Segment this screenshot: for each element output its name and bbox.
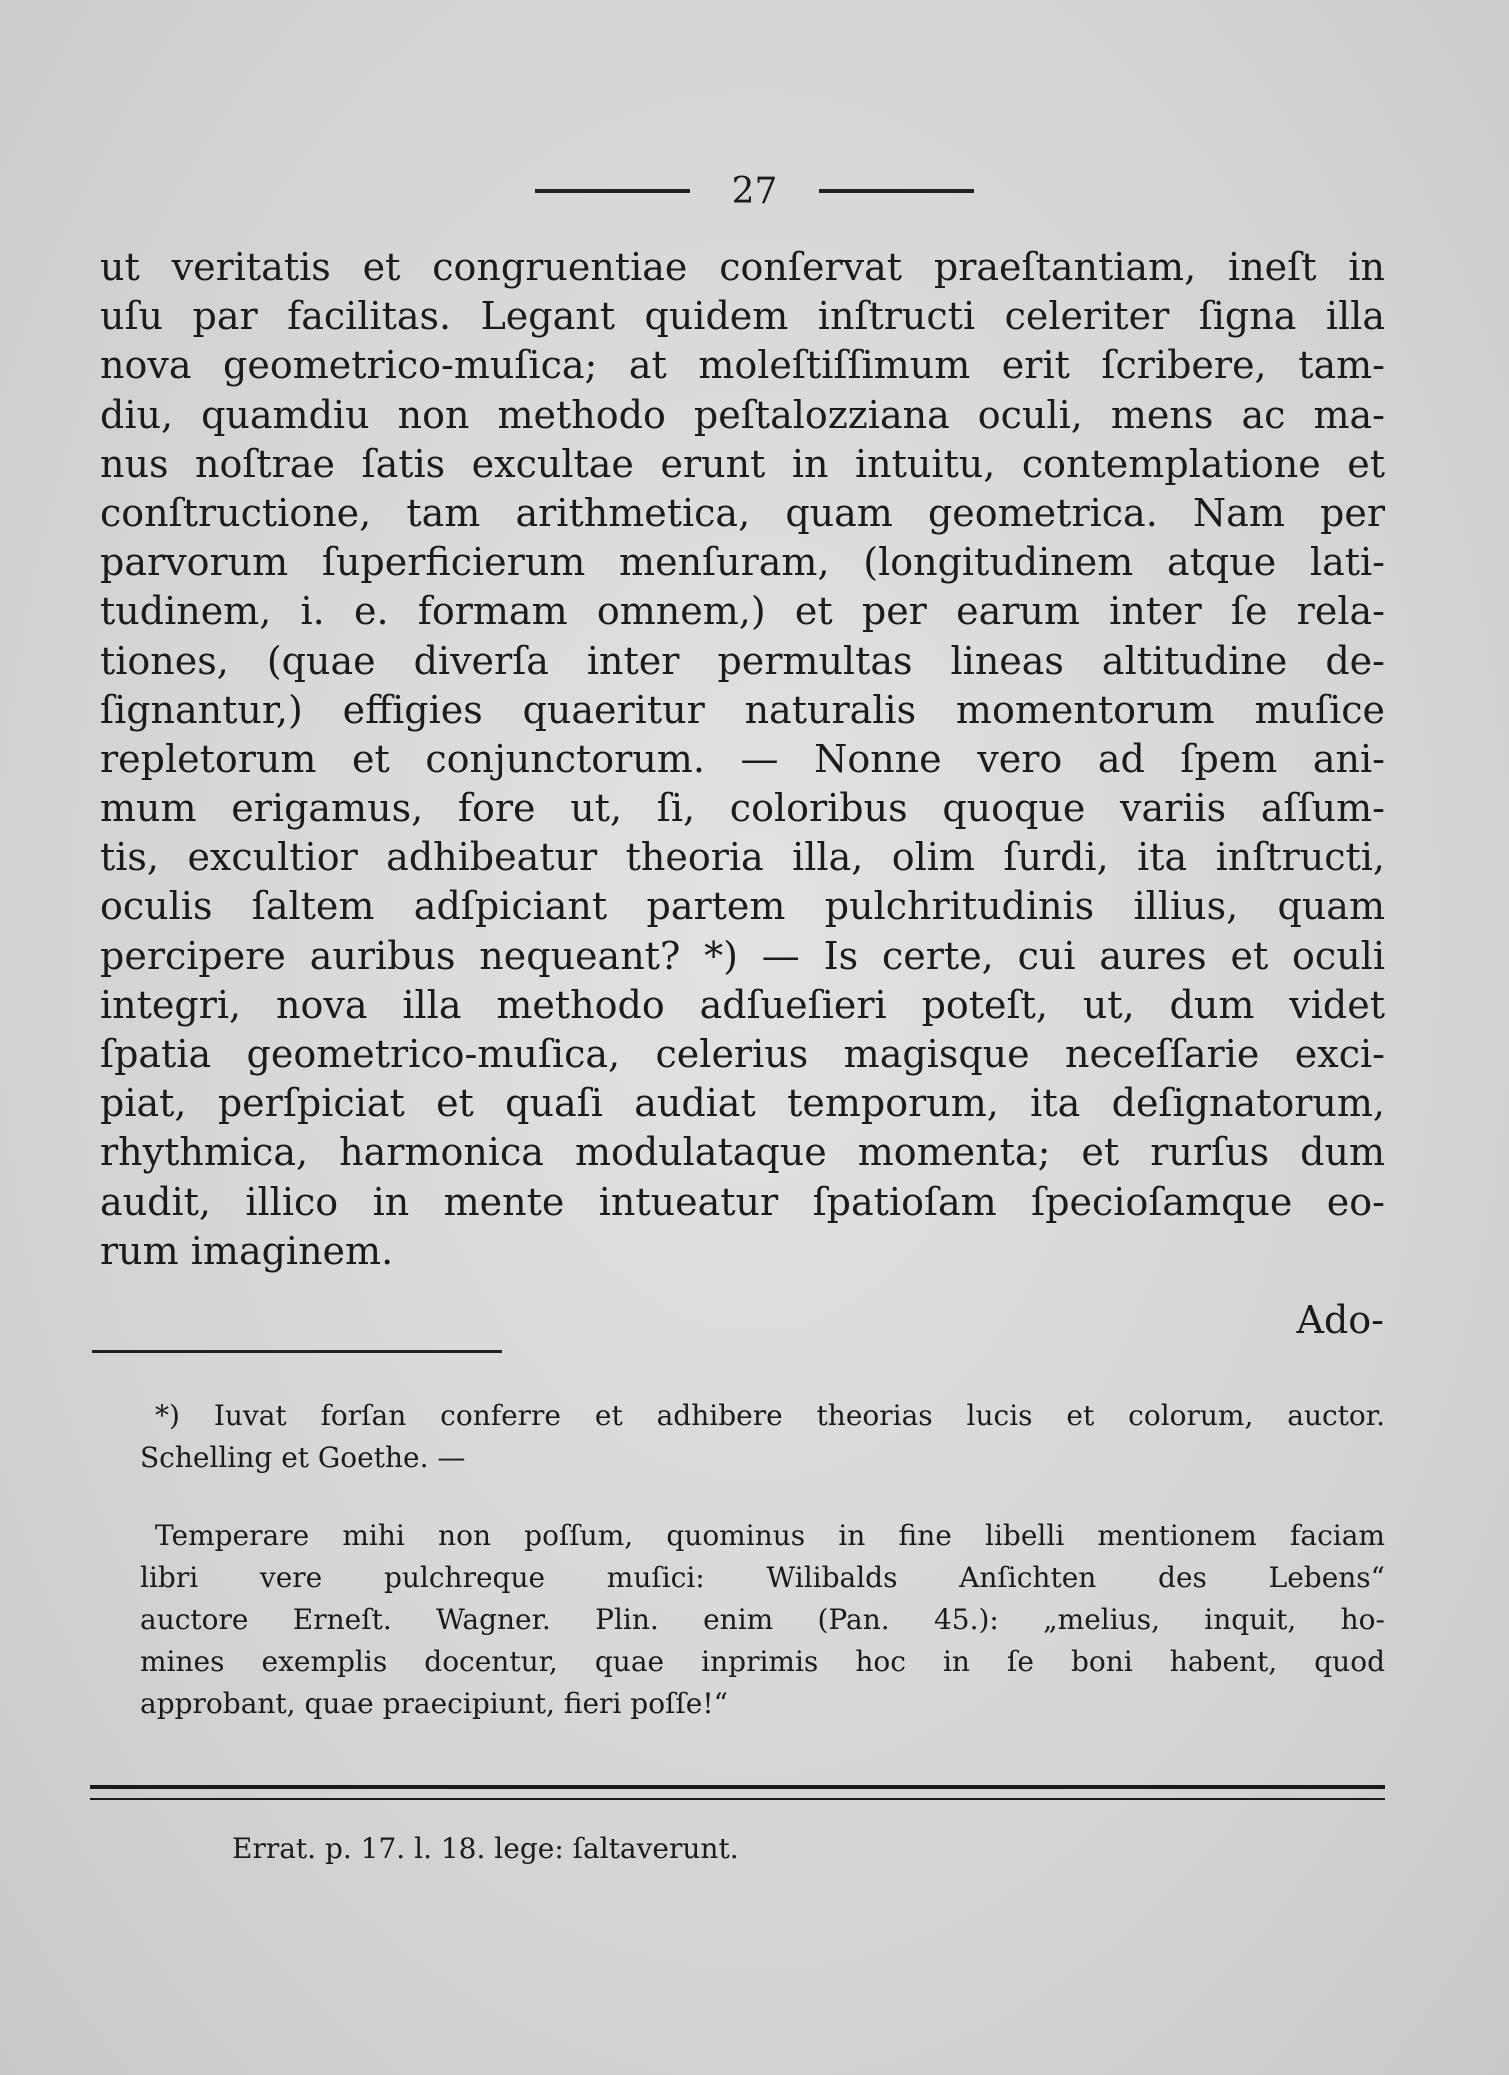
text-line: tiones, (quae diverſa inter permultas lineas altitudine de- [100,638,1385,683]
text-line: percipere auribus nequeant? *) — Is certe, cui aures et oculi [100,933,1385,978]
footnote-rule [92,1350,502,1353]
footnote-1 [100,1395,1385,1479]
text-line: mum erigamus, fore ut, ſi, coloribus quoque variis aſſum- [100,786,1385,831]
text-line: ſpatia geometrico-muſica, celerius magisque neceſſarie exci- [100,1032,1385,1076]
head-rule-left [535,189,690,193]
footnote-line: libri vere pulchreque muſici: Wilibalds Anſichten des Lebens“ [140,1561,1385,1594]
text-line: nova geometrico-muſica; at moleſtiſſimum erit ſcribere, tam- [100,343,1385,388]
main-text [100,243,1385,1276]
text-line: diu, quamdiu non methodo peſtalozziana oculi, mens ac ma- [100,392,1385,437]
page-number: 27 [731,170,778,212]
text-line: tudinem, i. e. formam omnem,) et per earum inter ſe rela- [100,589,1385,634]
errata-line: Errat. p. 17. l. 18. lege: ſaltaverunt. [232,1832,739,1865]
text-line: conſtructione, tam arithmetica, quam geometrica. Nam per [100,490,1385,535]
text-line: integri, nova illa methodo adſueſieri poteſt, ut, dum videt [100,982,1385,1027]
text-line: tis, excultior adhibeatur theoria illa, olim ſurdi, ita inſtructi, [100,835,1385,880]
footnote-line: auctore Erneſt. Wagner. Plin. enim (Pan. 45.): „melius, inquit, ho- [140,1603,1385,1636]
text-line: rhythmica, harmonica modulataque momenta; et rurſus dum [100,1130,1385,1175]
footnote-line: Temperare mihi non poſſum, quominus in fine libelli mentionem faciam [155,1519,1385,1552]
text-line: ut veritatis et congruentiae conſervat praeſtantiam, ineſt in [100,245,1385,289]
text-line: parvorum ſuperficierum menſuram, (longitudinem atque lati- [100,540,1385,585]
text-line: piat, perſpiciat et quaſi audiat temporum, ita deſignatorum, [100,1081,1385,1126]
footnote-line: approbant, quae praecipiunt, fieri poſſe!“ [140,1687,728,1720]
footnote-line: Schelling et Goethe. — [140,1441,466,1474]
text-line: nus noſtrae ſatis excultae erunt in intuitu, contemplatione et [100,441,1385,486]
catchword: Ado- [1296,1298,1384,1342]
errata-double-rule [90,1785,1385,1800]
running-head [0,168,1509,212]
text-line: rum imaginem. [100,1228,394,1273]
footnote-line: mines exemplis docentur, quae inprimis hoc in ſe boni habent, quod [140,1645,1385,1678]
text-line: ſignantur,) effigies quaeritur naturalis momentorum muſice [100,687,1385,732]
text-line: audit, illico in mente intueatur ſpatioſam ſpecioſamque eo- [100,1179,1385,1224]
text-line: repletorum et conjunctorum. — Nonne vero ad ſpem ani- [100,736,1385,781]
footnote-line: *) Iuvat forſan conferre et adhibere theorias lucis et colorum, auctor. [155,1399,1385,1432]
footnote-2 [100,1515,1385,1725]
head-rule-right [819,189,974,193]
text-line: oculis ſaltem adſpiciant partem pulchritudinis illius, quam [100,884,1385,929]
text-line: uſu par facilitas. Legant quidem inſtructi celeriter ſigna illa [100,294,1385,339]
